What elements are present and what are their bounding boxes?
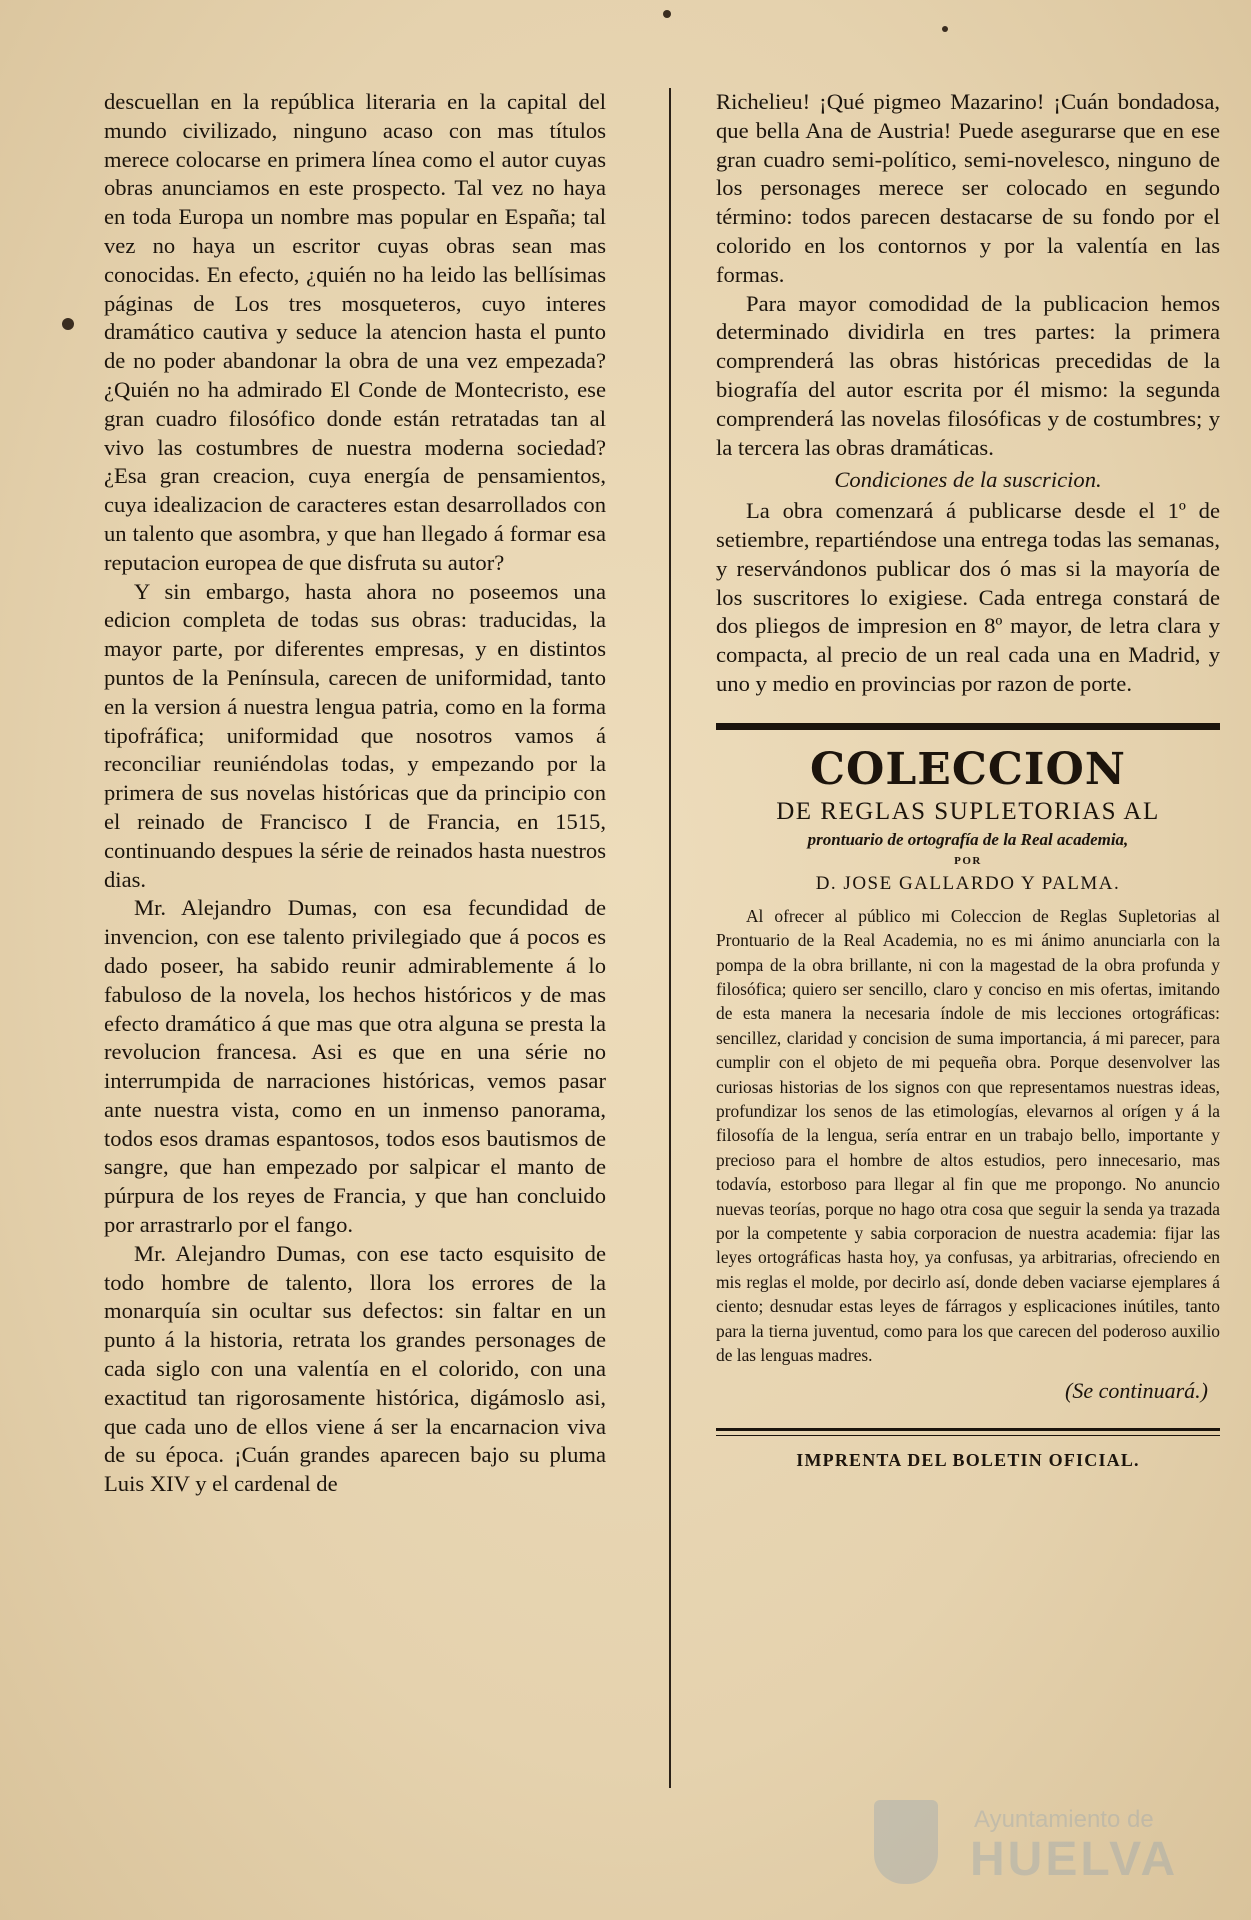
watermark-line-2: HUELVA	[970, 1833, 1179, 1886]
punch-dot	[942, 26, 948, 32]
by-label: POR	[954, 854, 982, 867]
watermark	[874, 1800, 1204, 1890]
left-paragraph-2: Y sin embargo, hasta ahora no poseemos una edicion completa de todas sus obras: traducidas, la mayor parte, por diferentes empresas, y en distintos puntos de la Península, carecen de uniformidad, tanto en la version á nuestra lengua patria, como en la forma tipofráfica; uniformidad que nosotros vamos á reconciliar reuniéndolas todas, y empezando por la primera de sus novelas históricas que da principio con el reinado de Francisco I de Francia, en 1515, continuando despues la série de reinados hasta nuestros dias.	[104, 578, 606, 892]
right-paragraph-4: Al ofrecer al público mi Coleccion de Reglas Supletorias al Prontuario de la Real Academia, no es mi ánimo anunciarla con la pompa de la obra brillante, ni con la magestad de la obra profunda y filosófica; quiero ser sencillo, claro y conciso en mis ofertas, imitando de esta manera la necesaria índole de mis lecciones ortográficas: sencillez, claridad y concision de suma importancia, á mi parecer, para cumplir con el objeto de mi pequeña obra. Porque desenvolver las curiosas historias de los signos con que representamos nuestras ideas, profundizar los senos de las etimologías, elevarnos al orígen y á la filosofía de la lengua, sería entrar en un trabajo bello, importante y precioso para el hombre de altos estudios, pero innecesario, mas todavía, estorboso para llegar al fin que me propongo. No anuncio nuevas teorías, porque no hago otra cosa que seguir la senda ya trazada por la competente y sabia corporacion de nuestra academia: fijar las leyes ortográficas hasta hoy, ya confusas, ya arbitrarias, ofreciendo en mis reglas el molde, por decirlo así, donde deben vaciarse ejemplares á ciento; desnudar estas leyes de fárragos y esplicaciones inútiles, tanto para la tierna juventud, como para los que carecen del poderoso auxilio de las lenguas madres.	[716, 905, 1220, 1366]
author-name: D. JOSE GALLARDO Y PALMA.	[815, 872, 1121, 894]
right-paragraph-1: Richelieu! ¡Qué pigmeo Mazarino! ¡Cuán bondadosa, que bella Ana de Austria! Puede asegurarse que en ese gran cuadro semi-político, semi-novelesco, ninguno de los personages merece ser colocado en segundo término: todos parecen destacarse de su fondo por el colorido en los contornos y por la valentía en las formas.	[716, 89, 1220, 287]
printer-imprint: IMPRENTA DEL BOLETIN OFICIAL.	[796, 1450, 1140, 1471]
shield-icon	[874, 1800, 938, 1884]
section-subtitle: DE REGLAS SUPLETORIAS AL	[776, 797, 1160, 825]
conditions-heading: Condiciones de la suscricion.	[834, 467, 1102, 493]
left-paragraph-4: Mr. Alejandro Dumas, con ese tacto esquisito de todo hombre de talento, llora los errores de la monarquía sin ocultar sus defectos: sin faltar en un punto á la historia, retrata los grandes personages de cada siglo con una valentía en el colorido, con una exactitud tan rigorosamente histórica, digámoslo asi, que cada uno de ellos viene á ser la encarnacion viva de su época. ¡Cuán grandes aparecen bajo su pluma Luis XIV y el cardenal de	[104, 1240, 606, 1497]
right-paragraph-2: Para mayor comodidad de la publicacion hemos determinado dividirla en tres partes: la primera comprenderá las obras históricas precedidas de la biografía del autor escrita por él mismo: la segunda comprenderá las novelas filosóficas y de costumbres; y la tercera las obras dramáticas.	[716, 290, 1220, 460]
section-rule	[716, 723, 1220, 730]
right-column	[716, 88, 1220, 1475]
continued-note: (Se continuará.)	[1065, 1378, 1208, 1404]
watermark-line-1: Ayuntamiento de	[974, 1806, 1154, 1833]
left-paragraph-3: Mr. Alejandro Dumas, con esa fecundidad de invencion, con ese talento privilegiado que á pocos es dado poseer, ha sabido reunir admirablemente á lo fabuloso de la novela, los hechos históricos y de mas efecto dramático á que mas que otra alguna se presta la revolucion francesa. Asi es que en una série no interrumpida de narraciones históricas, vemos pasar ante nuestra vista, como en un inmenso panorama, todos esos dramas espantosos, todos esos bautismos de sangre, que han empezado por salpicar el manto de púrpura de los reyes de Francia, y que han concluido por arrastrarlo por el fango.	[104, 895, 606, 1238]
section-title: COLECCION	[810, 743, 1126, 795]
right-paragraph-3: La obra comenzará á publicarse desde el 1º de setiembre, repartiéndose una entrega todas las semanas, y reservándonos publicar dos ó mas si la mayoría de los suscritores lo exigiese. Cada entrega constará de dos pliegos de impresion en 8º mayor, de letra clara y compacta, al precio de un real cada una en Madrid, y uno y medio en provincias por razon de porte.	[716, 498, 1220, 696]
punch-dot	[663, 10, 671, 18]
small-text-block	[716, 904, 1220, 1368]
ink-blot	[62, 318, 74, 330]
left-paragraph-1: descuellan en la república literaria en la capital del mundo civilizado, ninguno acaso con mas títulos merece colocarse en primera línea como el autor cuyas obras anunciamos en este prospecto. Tal vez no haya en toda Europa un nombre mas popular en España; tal vez no haya un escritor cuyas obras sean mas conocidas. En efecto, ¿quién no ha leido las bellísimas páginas de Los tres mosqueteros, cuyo interes dramático cautiva y seduce la atencion hasta el punto de no poder abandonar la obra de una vez empezada? ¿Quién no ha admirado El Conde de Montecristo, ese gran cuadro filosófico donde están retratadas tan al vivo las costumbres de nuestra moderna sociedad? ¿Esa gran creacion, cuya energía de pensamientos, cuya idealizacion de caracteres estan desarrollados con un talento que asombra, y que han llegado á formar esa reputacion europea de que disfruta su autor?	[104, 89, 606, 575]
left-column	[104, 88, 606, 1499]
column-divider	[669, 88, 671, 1788]
footer-rule	[716, 1428, 1220, 1436]
section-subtitle-italic: prontuario de ortografía de la Real academia,	[807, 829, 1129, 849]
